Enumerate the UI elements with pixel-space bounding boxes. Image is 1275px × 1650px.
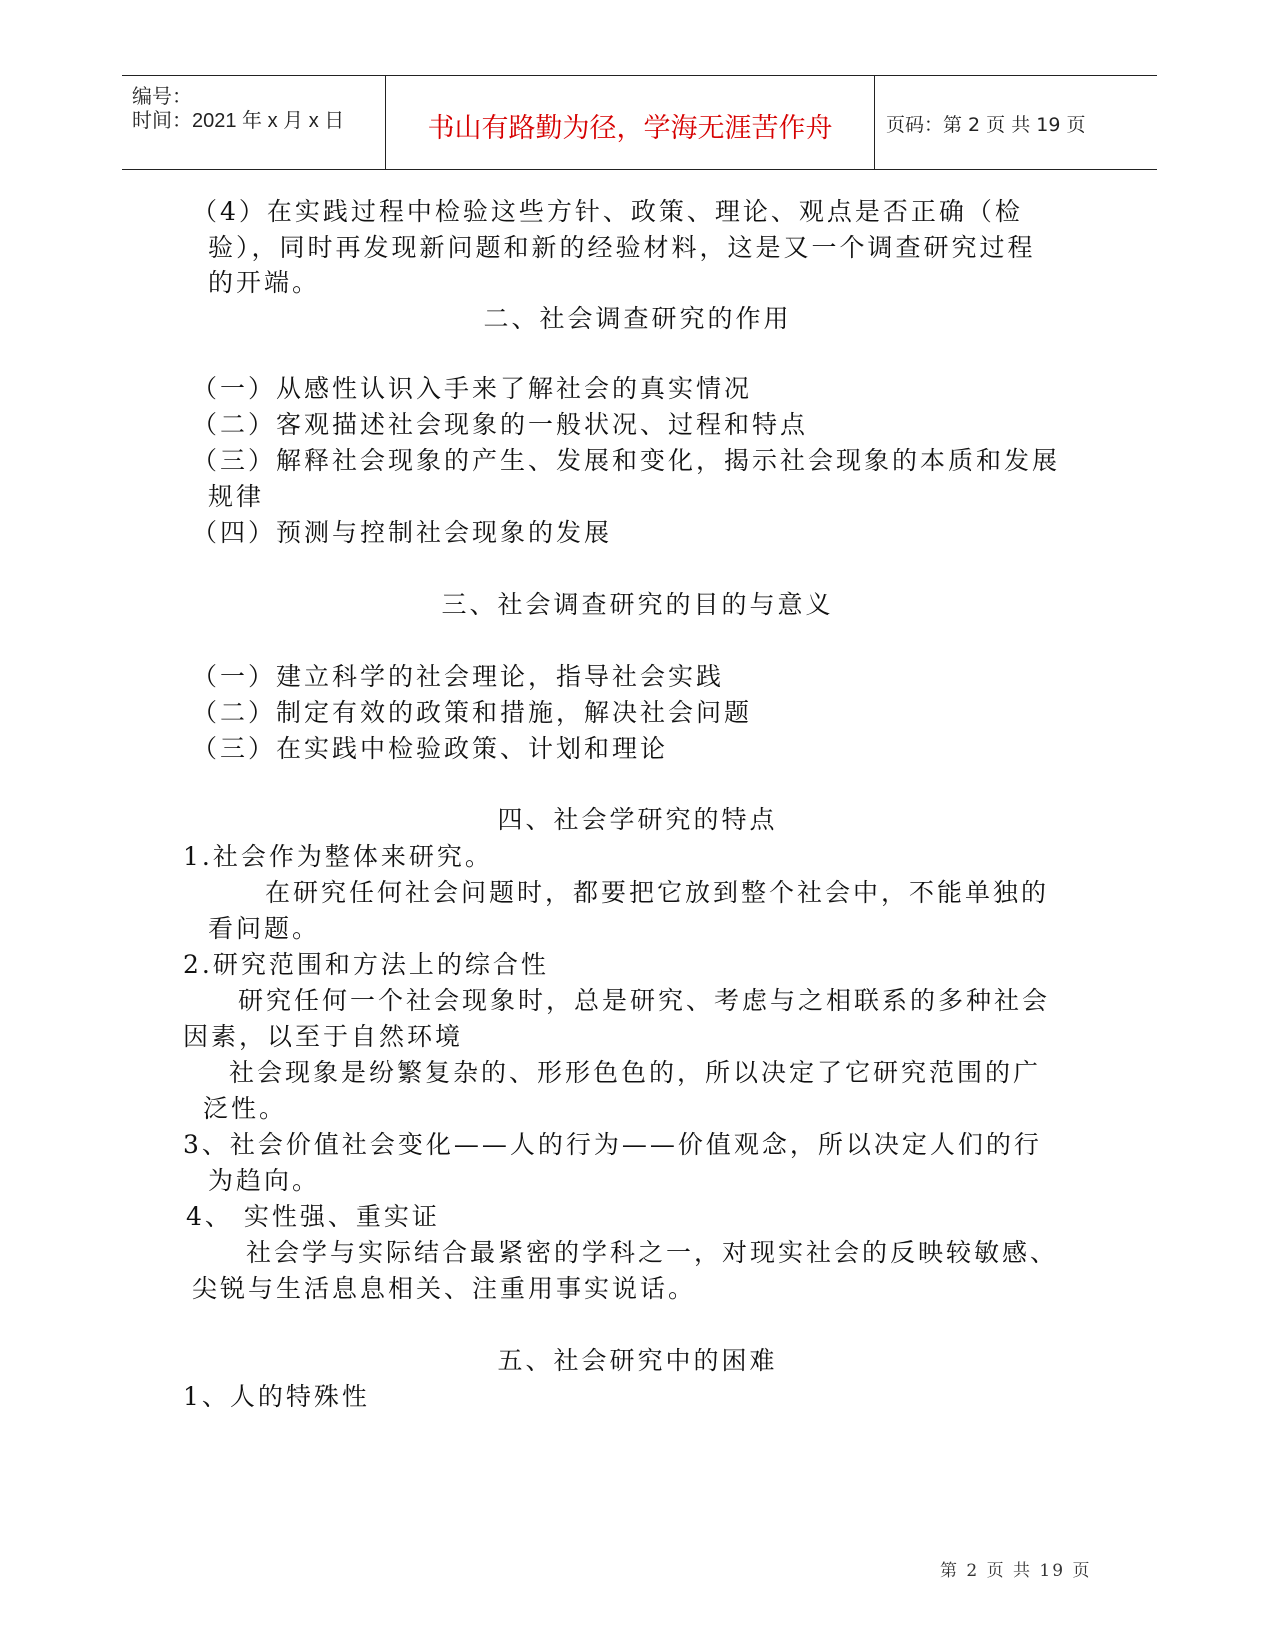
motto-text: 书山有路勤为径，学海无涯苦作舟 [427,113,833,144]
paragraph-line: 泛性。 [203,1094,288,1123]
paragraph-line: 为趋向。 [208,1166,321,1195]
paragraph-line: 在研究任何社会问题时，都要把它放到整个社会中，不能单独的 [265,878,1050,907]
section-heading: 四、社会学研究的特点 [497,805,778,834]
paragraph-line: 验），同时再发现新问题和新的经验材料，这是又一个调查研究过程 [208,233,1036,262]
list-item: 1、人的特殊性 [183,1382,370,1411]
list-item: 规律 [208,482,265,511]
paragraph-line: 尖锐与生活息息相关、注重用事实说话。 [192,1274,697,1303]
section-heading: 五、社会研究中的困难 [497,1346,778,1375]
list-item: （一）从感性认识入手来了解社会的真实情况 [192,374,753,403]
header-page-info: 页码：第 2 页 共 19 页 [886,114,1086,136]
list-item: （二）制定有效的政策和措施，解决社会问题 [192,698,753,727]
document-date-label: 时间：2021 年 x 月 x 日 [132,110,345,132]
paragraph-line: 因素，以至于自然环境 [183,1022,464,1051]
section-heading: 二、社会调查研究的作用 [483,304,792,333]
header-motto-cell [385,76,875,169]
list-item: 4、 实性强、重实证 [186,1202,440,1231]
page-header [122,75,1157,170]
paragraph-line: 社会学与实际结合最紧密的学科之一，对现实社会的反映较敏感、 [246,1238,1059,1267]
header-page-cell [874,76,1157,169]
paragraph-line: 的开端。 [208,268,321,297]
list-item: 2.研究范围和方法上的综合性 [183,950,549,979]
list-item: 3、社会价值社会变化——人的行为——价值观念，所以决定人们的行 [183,1130,1042,1159]
header-meta-cell [122,76,385,169]
list-item: （三）在实践中检验政策、计划和理论 [192,734,669,763]
section-heading: 三、社会调查研究的目的与意义 [441,590,834,619]
list-item: （一）建立科学的社会理论，指导社会实践 [192,662,725,691]
page-footer-number: 第 2 页 共 19 页 [940,1561,1092,1581]
document-number-label: 编号： [132,86,192,108]
list-item: 1.社会作为整体来研究。 [183,842,493,871]
list-item: （二）客观描述社会现象的一般状况、过程和特点 [192,410,809,439]
list-item: （四）预测与控制社会现象的发展 [192,518,613,547]
paragraph-line: 社会现象是纷繁复杂的、形形色色的，所以决定了它研究范围的广 [229,1058,1042,1087]
paragraph-line: （4）在实践过程中检验这些方针、政策、理论、观点是否正确（检 [192,197,1023,226]
paragraph-line: 研究任何一个社会现象时，总是研究、考虑与之相联系的多种社会 [238,986,1051,1015]
list-item: （三）解释社会现象的产生、发展和变化，揭示社会现象的本质和发展 [192,446,1061,475]
paragraph-line: 看问题。 [208,914,321,943]
